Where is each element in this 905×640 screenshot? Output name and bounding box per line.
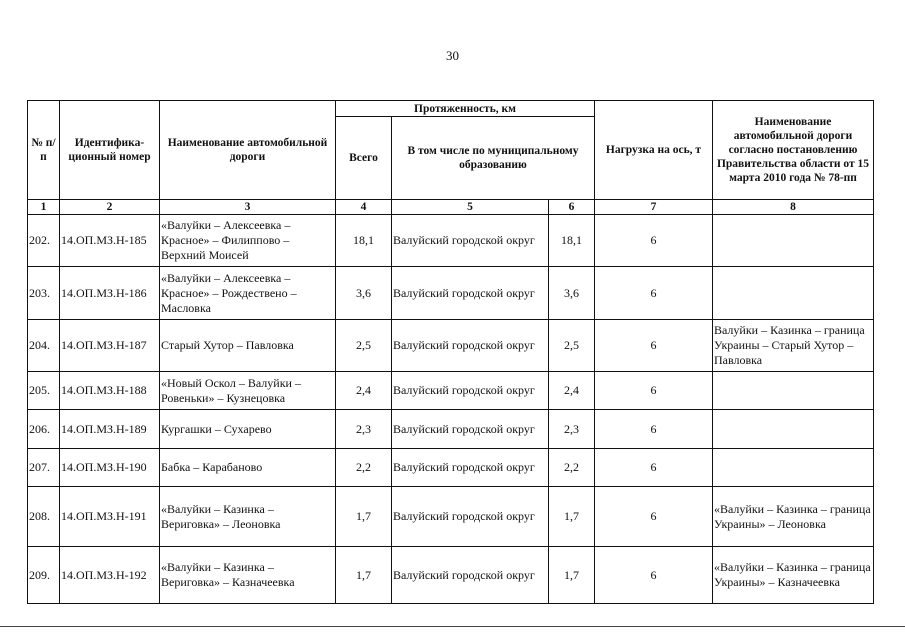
row-axle-load: 6 [595, 372, 713, 410]
column-number: 1 [28, 200, 60, 215]
header-length-group: Протяженность, км [336, 101, 595, 117]
page-number: 30 [446, 48, 459, 63]
row-municipality-length: 1,7 [549, 547, 595, 604]
column-number: 6 [549, 200, 595, 215]
row-prior-name: Валуйки – Казинка – граница Украины – Старый Хутор – Павловка [713, 320, 874, 372]
table-row [28, 547, 874, 604]
row-municipality: Валуйский городской округ [392, 547, 549, 604]
header-municipality: В том числе по муниципальному образованию [392, 117, 595, 200]
row-number: 202. [28, 215, 60, 267]
table-row [28, 410, 874, 449]
row-number: 203. [28, 267, 60, 320]
column-number: 3 [160, 200, 336, 215]
table-row [28, 215, 874, 267]
row-road-name: «Новый Оскол – Валуйки – Ровеньки» – Кузнецовка [160, 372, 336, 410]
row-identifier: 14.ОП.МЗ.Н-191 [60, 487, 160, 547]
row-number: 204. [28, 320, 60, 372]
row-municipality: Валуйский городской округ [392, 449, 549, 487]
header-number: № п/п [28, 101, 60, 200]
header-road-name: Наименование автомобильной дороги [160, 101, 336, 200]
row-number: 208. [28, 487, 60, 547]
row-municipality-length: 2,3 [549, 410, 595, 449]
roads-table [27, 100, 874, 604]
row-axle-load: 6 [595, 410, 713, 449]
row-road-name: «Валуйки – Казинка – Вериговка» – Казначеевка [160, 547, 336, 604]
row-identifier: 14.ОП.МЗ.Н-187 [60, 320, 160, 372]
table-row [28, 372, 874, 410]
row-identifier: 14.ОП.МЗ.Н-188 [60, 372, 160, 410]
table-row [28, 487, 874, 547]
column-number: 5 [392, 200, 549, 215]
row-total-length: 1,7 [336, 547, 392, 604]
row-axle-load: 6 [595, 215, 713, 267]
row-road-name: Бабка – Карабаново [160, 449, 336, 487]
row-identifier: 14.ОП.МЗ.Н-185 [60, 215, 160, 267]
row-municipality-length: 1,7 [549, 487, 595, 547]
row-municipality-length: 18,1 [549, 215, 595, 267]
header-identifier: Идентифика-ционный номер [60, 101, 160, 200]
row-municipality: Валуйский городской округ [392, 320, 549, 372]
row-road-name: «Валуйки – Алексеевка – Красное» – Рождествено – Масловка [160, 267, 336, 320]
row-total-length: 2,4 [336, 372, 392, 410]
row-municipality: Валуйский городской округ [392, 410, 549, 449]
row-municipality: Валуйский городской округ [392, 372, 549, 410]
row-prior-name [713, 449, 874, 487]
row-axle-load: 6 [595, 267, 713, 320]
table-row [28, 449, 874, 487]
row-road-name: «Валуйки – Алексеевка – Красное» – Филиппово – Верхний Моисей [160, 215, 336, 267]
page-bottom-edge [0, 626, 905, 627]
row-total-length: 3,6 [336, 267, 392, 320]
row-axle-load: 6 [595, 320, 713, 372]
row-identifier: 14.ОП.МЗ.Н-190 [60, 449, 160, 487]
column-number: 8 [713, 200, 874, 215]
row-identifier: 14.ОП.МЗ.Н-186 [60, 267, 160, 320]
row-road-name: Старый Хутор – Павловка [160, 320, 336, 372]
row-number: 206. [28, 410, 60, 449]
row-municipality: Валуйский городской округ [392, 215, 549, 267]
row-axle-load: 6 [595, 449, 713, 487]
row-road-name: «Валуйки – Казинка – Вериговка» – Леоновка [160, 487, 336, 547]
row-prior-name: «Валуйки – Казинка – граница Украины» – Казначеевка [713, 547, 874, 604]
row-municipality-length: 3,6 [549, 267, 595, 320]
row-total-length: 1,7 [336, 487, 392, 547]
row-prior-name [713, 372, 874, 410]
row-municipality-length: 2,2 [549, 449, 595, 487]
row-total-length: 18,1 [336, 215, 392, 267]
row-prior-name: «Валуйки – Казинка – граница Украины» – Леоновка [713, 487, 874, 547]
row-axle-load: 6 [595, 487, 713, 547]
column-number: 2 [60, 200, 160, 215]
row-municipality: Валуйский городской округ [392, 487, 549, 547]
row-total-length: 2,2 [336, 449, 392, 487]
row-road-name: Кургашки – Сухарево [160, 410, 336, 449]
row-number: 209. [28, 547, 60, 604]
column-number: 7 [595, 200, 713, 215]
column-number: 4 [336, 200, 392, 215]
table-row [28, 320, 874, 372]
row-identifier: 14.ОП.МЗ.Н-189 [60, 410, 160, 449]
row-identifier: 14.ОП.МЗ.Н-192 [60, 547, 160, 604]
column-number-row [28, 200, 874, 215]
row-prior-name [713, 267, 874, 320]
row-number: 207. [28, 449, 60, 487]
table-row [28, 267, 874, 320]
header-axle-load: Нагрузка на ось, т [595, 101, 713, 200]
row-total-length: 2,3 [336, 410, 392, 449]
row-municipality: Валуйский городской округ [392, 267, 549, 320]
row-number: 205. [28, 372, 60, 410]
row-municipality-length: 2,4 [549, 372, 595, 410]
row-municipality-length: 2,5 [549, 320, 595, 372]
header-prior-name: Наименование автомобильной дороги согласно постановлению Правительства области от 15 марта 2010 года № 78-пп [713, 101, 874, 200]
row-total-length: 2,5 [336, 320, 392, 372]
row-prior-name [713, 410, 874, 449]
header-total: Всего [336, 117, 392, 200]
row-prior-name [713, 215, 874, 267]
row-axle-load: 6 [595, 547, 713, 604]
